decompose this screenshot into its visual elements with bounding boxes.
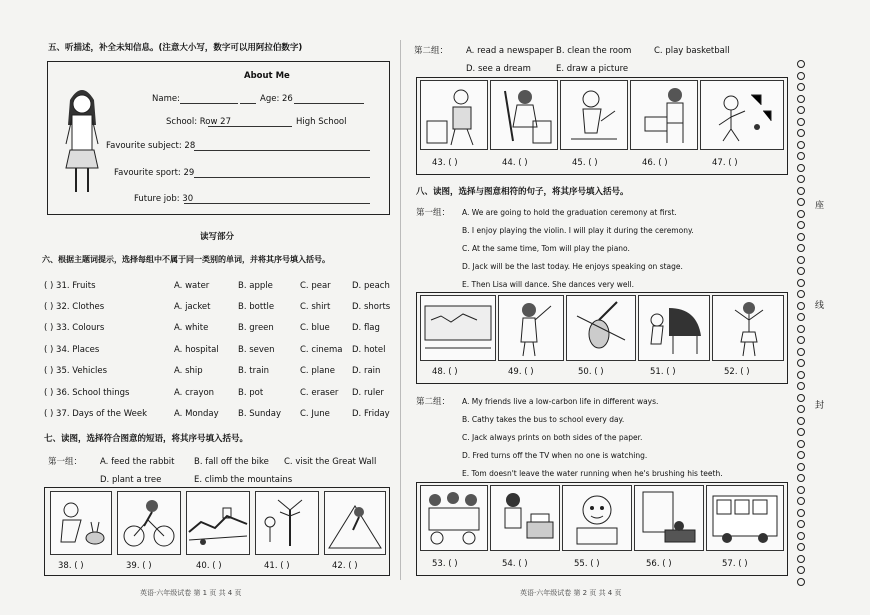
binding-ring: [797, 198, 805, 206]
subject-label: Favourite subject: 28: [106, 141, 196, 151]
binding-ring: [797, 428, 805, 436]
s8-sentence-a: A. We are going to hold the graduation ceremony at first.: [462, 208, 677, 217]
s8-g2-sentence-d: D. Fred turns off the TV when no one is watching.: [462, 451, 648, 460]
g2-option-b: B. clean the room: [556, 46, 632, 56]
age-label: Age: 26: [260, 94, 293, 104]
s6-option-d: D. peach: [352, 281, 390, 291]
s8-g2-sentence-c: C. Jack always prints on both sides of the paper.: [462, 433, 643, 442]
answer-55[interactable]: 55. ( ): [574, 559, 600, 569]
s6-question: ( ) 34. Places: [44, 345, 100, 355]
tv-picture: [562, 485, 632, 551]
binding-ring: [797, 474, 805, 482]
newspaper-picture: [420, 80, 488, 150]
binding-ring: [797, 497, 805, 505]
answer-39[interactable]: 39. ( ): [126, 561, 152, 571]
s7-group1-label: 第一组：: [48, 457, 83, 467]
answer-43[interactable]: 43. ( ): [432, 158, 458, 168]
graduation-picture: [420, 295, 496, 361]
s7-option-e: E. climb the mountains: [194, 475, 293, 485]
answer-40[interactable]: 40. ( ): [196, 561, 222, 571]
school-tail: High School: [296, 117, 347, 127]
s7-option-a: A. feed the rabbit: [100, 457, 175, 467]
girl-drawing: [60, 80, 104, 200]
age-line: [294, 103, 364, 104]
binding-ring: [797, 382, 805, 390]
school-label: School: Row 27: [166, 117, 231, 127]
right-footer: 英语·六年级试卷 第 2 页 共 4 页: [520, 589, 622, 597]
answer-41[interactable]: 41. ( ): [264, 561, 290, 571]
s6-question: ( ) 33. Colours: [44, 323, 105, 333]
s8-g2-sentence-b: B. Cathy takes the bus to school every day.: [462, 415, 625, 424]
s8-group2-label: 第二组：: [416, 397, 451, 407]
binding-ring: [797, 543, 805, 551]
binding-ring: [797, 313, 805, 321]
violin-girl-picture: [498, 295, 564, 361]
answer-52[interactable]: 52. ( ): [724, 367, 750, 377]
answer-38[interactable]: 38. ( ): [58, 561, 84, 571]
dance-picture: [712, 295, 784, 361]
binding-ring: [797, 60, 805, 68]
s8-g2-sentence-e: E. Tom doesn't leave the water running when he's brushing his teeth.: [462, 469, 723, 478]
s6-question: ( ) 37. Days of the Week: [44, 409, 148, 419]
answer-44[interactable]: 44. ( ): [502, 158, 528, 168]
answer-51[interactable]: 51. ( ): [650, 367, 676, 377]
answer-50[interactable]: 50. ( ): [578, 367, 604, 377]
s6-question: ( ) 32. Clothes: [44, 302, 105, 312]
section7-title: 七、读图，选择符合图意的短语，将其序号填入括号。: [44, 434, 249, 444]
answer-47[interactable]: 47. ( ): [712, 158, 738, 168]
s7-option-d: D. plant a tree: [100, 475, 162, 485]
binding-ring: [797, 532, 805, 540]
answer-57[interactable]: 57. ( ): [722, 559, 748, 569]
printer-picture: [490, 485, 560, 551]
rabbit-picture: [50, 491, 112, 555]
draw-picture: [700, 80, 784, 150]
answer-49[interactable]: 49. ( ): [508, 367, 534, 377]
binding-ring: [797, 141, 805, 149]
binding-ring: [797, 164, 805, 172]
school-line: [208, 126, 292, 127]
section6-title: 六、根据主题词提示，选择每组中不属于同一类别的单词，并将其序号填入括号。: [42, 255, 330, 264]
s6-option-a: A. crayon: [174, 388, 215, 398]
s6-option-b: B. green: [238, 323, 274, 333]
about-me-card: [47, 61, 390, 215]
s6-option-c: C. cinema: [300, 345, 343, 355]
binding-ring: [797, 72, 805, 80]
binding-ring: [797, 279, 805, 287]
answer-46[interactable]: 46. ( ): [642, 158, 668, 168]
great-wall-picture: [186, 491, 250, 555]
s6-question: ( ) 36. School things: [44, 388, 130, 398]
piano-picture: [638, 295, 710, 361]
binding-ring: [797, 325, 805, 333]
s6-option-a: A. hospital: [174, 345, 219, 355]
s6-option-c: C. eraser: [300, 388, 339, 398]
binding-ring: [797, 440, 805, 448]
binding-ring: [797, 221, 805, 229]
binding-ring: [797, 520, 805, 528]
card-heading: About Me: [244, 71, 290, 81]
binding-ring: [797, 302, 805, 310]
s6-option-d: D. hotel: [352, 345, 386, 355]
s6-option-c: C. June: [300, 409, 330, 419]
binding-ring: [797, 290, 805, 298]
s6-option-d: D. flag: [352, 323, 380, 333]
reading-part-heading: 读写部分: [200, 232, 235, 242]
answer-56[interactable]: 56. ( ): [646, 559, 672, 569]
basketball-picture: [560, 80, 628, 150]
sport-line: [194, 177, 370, 178]
section5-title: 五、听描述，补全未知信息。(注意大小写，数字可以用阿拉伯数字): [48, 43, 303, 53]
s6-option-d: D. rain: [352, 366, 381, 376]
name-label: Name:: [152, 94, 180, 104]
mountain-picture: [324, 491, 386, 555]
binding-ring: [797, 348, 805, 356]
s6-option-b: B. bottle: [238, 302, 275, 312]
binding-ring: [797, 451, 805, 459]
bus-picture: [706, 485, 784, 551]
water-tap-picture: [634, 485, 704, 551]
g2-option-a: A. read a newspaper: [466, 46, 554, 56]
s6-option-c: C. blue: [300, 323, 330, 333]
bike-picture: [117, 491, 181, 555]
s7-option-c: C. visit the Great Wall: [284, 457, 377, 467]
s6-option-b: B. seven: [238, 345, 275, 355]
s6-option-d: D. ruler: [352, 388, 384, 398]
binding-ring: [797, 405, 805, 413]
binding-ring: [797, 256, 805, 264]
section8-title: 八、读图，选择与图意相符的句子，将其序号填入括号。: [416, 187, 629, 197]
s6-option-b: B. Sunday: [238, 409, 282, 419]
page-divider: [400, 40, 401, 580]
s6-option-d: D. Friday: [352, 409, 390, 419]
binding-ring: [797, 129, 805, 137]
answer-54[interactable]: 54. ( ): [502, 559, 528, 569]
binding-ring: [797, 118, 805, 126]
s6-option-a: A. white: [174, 323, 209, 333]
answer-48[interactable]: 48. ( ): [432, 367, 458, 377]
binding-ring: [797, 486, 805, 494]
binding-ring: [797, 175, 805, 183]
binding-ring: [797, 244, 805, 252]
binding-ring: [797, 233, 805, 241]
binding-ring: [797, 463, 805, 471]
s8-sentence-c: C. At the same time, Tom will play the piano.: [462, 244, 630, 253]
binding-ring: [797, 555, 805, 563]
margin-text-top: 座: [813, 200, 823, 209]
binding-ring: [797, 394, 805, 402]
s8-group1-label: 第一组：: [416, 208, 451, 218]
binding-ring: [797, 509, 805, 517]
s6-option-c: C. pear: [300, 281, 331, 291]
binding-ring: [797, 187, 805, 195]
s8-sentence-e: E. Then Lisa will dance. She dances very well.: [462, 280, 635, 289]
binding-ring: [797, 95, 805, 103]
answer-53[interactable]: 53. ( ): [432, 559, 458, 569]
s6-option-b: B. pot: [238, 388, 264, 398]
binding-ring: [797, 417, 805, 425]
s6-option-c: C. shirt: [300, 302, 331, 312]
g2-option-c: C. play basketball: [654, 46, 730, 56]
binding-ring: [797, 106, 805, 114]
girl-picture: [60, 80, 104, 200]
s6-option-a: A. ship: [174, 366, 203, 376]
s7-option-b: B. fall off the bike: [194, 457, 269, 467]
binding-ring: [797, 267, 805, 275]
left-footer: 英语·六年级试卷 第 1 页 共 4 页: [140, 589, 242, 597]
binding-ring: [797, 566, 805, 574]
margin-text-bot: 封: [813, 400, 823, 409]
g2-option-e: E. draw a picture: [556, 64, 629, 74]
clean-room-picture: [490, 80, 558, 150]
binding-ring: [797, 83, 805, 91]
s8-g2-sentence-a: A. My friends live a low-carbon life in different ways.: [462, 397, 659, 406]
binding-ring: [797, 578, 805, 586]
dream-picture: [630, 80, 698, 150]
binding-ring: [797, 152, 805, 160]
job-label: Future job: 30: [134, 194, 194, 204]
s8-sentence-d: D. Jack will be the last today. He enjoys speaking on stage.: [462, 262, 683, 271]
s6-option-a: A. Monday: [174, 409, 219, 419]
age-prefix-line: [240, 103, 256, 104]
s6-option-d: D. shorts: [352, 302, 391, 312]
s6-option-a: A. jacket: [174, 302, 211, 312]
s6-option-b: B. apple: [238, 281, 273, 291]
answer-45[interactable]: 45. ( ): [572, 158, 598, 168]
g2-option-d: D. see a dream: [466, 64, 531, 74]
friends-picture: [420, 485, 488, 551]
s6-option-a: A. water: [174, 281, 210, 291]
violin-picture: [566, 295, 636, 361]
binding-ring: [797, 371, 805, 379]
binding-ring: [797, 210, 805, 218]
g2-label: 第二组：: [414, 46, 449, 56]
sport-label: Favourite sport: 29: [114, 168, 195, 178]
job-line: [184, 203, 370, 204]
s6-option-c: C. plane: [300, 366, 335, 376]
s6-option-b: B. train: [238, 366, 270, 376]
tree-picture: [255, 491, 319, 555]
name-line: [180, 103, 238, 104]
s6-question: ( ) 31. Fruits: [44, 281, 96, 291]
binding-ring: [797, 359, 805, 367]
margin-text-mid: 线: [813, 300, 823, 309]
s6-question: ( ) 35. Vehicles: [44, 366, 108, 376]
answer-42[interactable]: 42. ( ): [332, 561, 358, 571]
s8-sentence-b: B. I enjoy playing the violin. I will play it during the ceremony.: [462, 226, 694, 235]
subject-line: [194, 150, 370, 151]
binding-ring: [797, 336, 805, 344]
